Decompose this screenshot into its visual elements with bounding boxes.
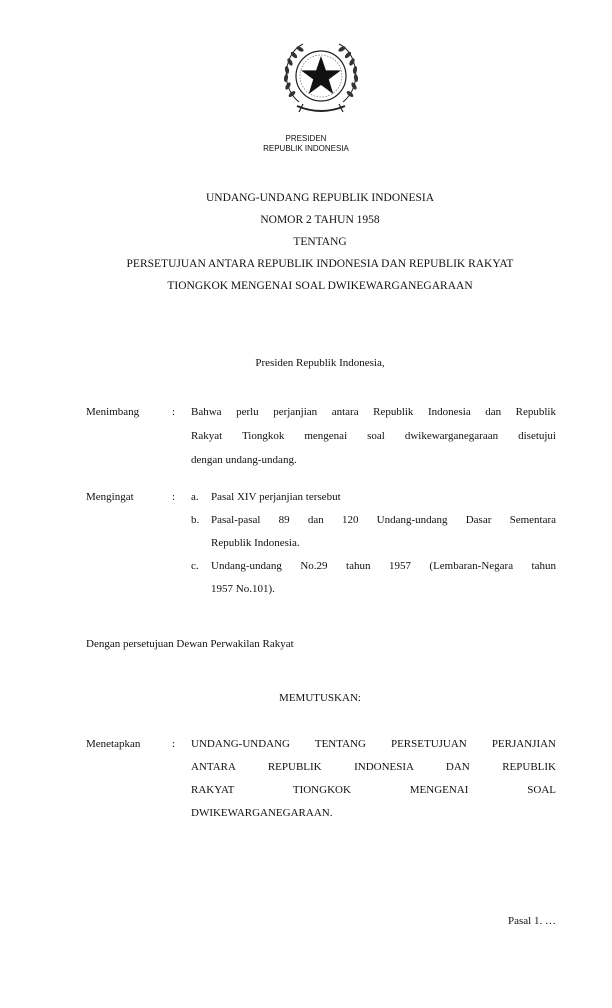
menetapkan-line-1: UNDANG-UNDANG TENTANG PERSETUJUAN PERJANJIAN: [191, 738, 556, 750]
menetapkan-label: Menetapkan: [86, 738, 141, 750]
mengingat-item-a-marker: a.: [191, 491, 199, 503]
title-line-4: PERSETUJUAN ANTARA REPUBLIK INDONESIA DAN REPUBLIK RAKYAT: [126, 258, 514, 270]
mengingat-item-b-marker: b.: [191, 514, 200, 526]
opening-line: Presiden Republik Indonesia,: [255, 357, 385, 369]
garuda-star-wreath-emblem-icon: [279, 40, 363, 116]
mengingat-item-b-line-1: Pasal-pasal 89 dan 120 Undang-undang Dasar Sementara: [211, 514, 556, 526]
memutuskan-heading: MEMUTUSKAN:: [279, 692, 361, 704]
menetapkan-line-4: DWIKEWARGANEGARAAN.: [191, 807, 333, 819]
mengingat-item-c-line-2: 1957 No.101).: [211, 583, 275, 595]
header-republik-indonesia: REPUBLIK INDONESIA: [263, 144, 349, 153]
title-line-5: TIONGKOK MENGENAI SOAL DWIKEWARGANEGARAAN: [167, 280, 473, 292]
menimbang-line-3: dengan undang-undang.: [191, 454, 297, 466]
menimbang-colon: :: [172, 406, 176, 418]
menetapkan-line-3: RAKYAT TIONGKOK MENGENAI SOAL: [191, 784, 556, 796]
menetapkan-line-2: ANTARA REPUBLIK INDONESIA DAN REPUBLIK: [191, 761, 556, 773]
mengingat-item-a-line-1: Pasal XIV perjanjian tersebut: [211, 491, 341, 503]
mengingat-item-b-line-2: Republik Indonesia.: [211, 537, 300, 549]
approval-line: Dengan persetujuan Dewan Perwakilan Rakyat: [86, 638, 294, 650]
title-line-1: UNDANG-UNDANG REPUBLIK INDONESIA: [205, 192, 435, 204]
menetapkan-colon: :: [172, 738, 176, 750]
mengingat-label: Mengingat: [86, 491, 134, 503]
mengingat-colon: :: [172, 491, 176, 503]
mengingat-item-c-line-1: Undang-undang No.29 tahun 1957 (Lembaran-Negara tahun: [211, 560, 556, 572]
menimbang-line-1: Bahwa perlu perjanjian antara Republik Indonesia dan Republik: [191, 406, 556, 418]
menimbang-line-2: Rakyat Tiongkok mengenai soal dwikewarganegaraan disetujui: [191, 430, 556, 442]
title-line-3: TENTANG: [293, 236, 347, 248]
next-page-reference: Pasal 1. …: [508, 915, 556, 927]
header-presiden: PRESIDEN: [285, 134, 327, 143]
title-line-2: NOMOR 2 TAHUN 1958: [260, 214, 380, 226]
menimbang-label: Menimbang: [86, 406, 140, 418]
mengingat-item-c-marker: c.: [191, 560, 199, 572]
